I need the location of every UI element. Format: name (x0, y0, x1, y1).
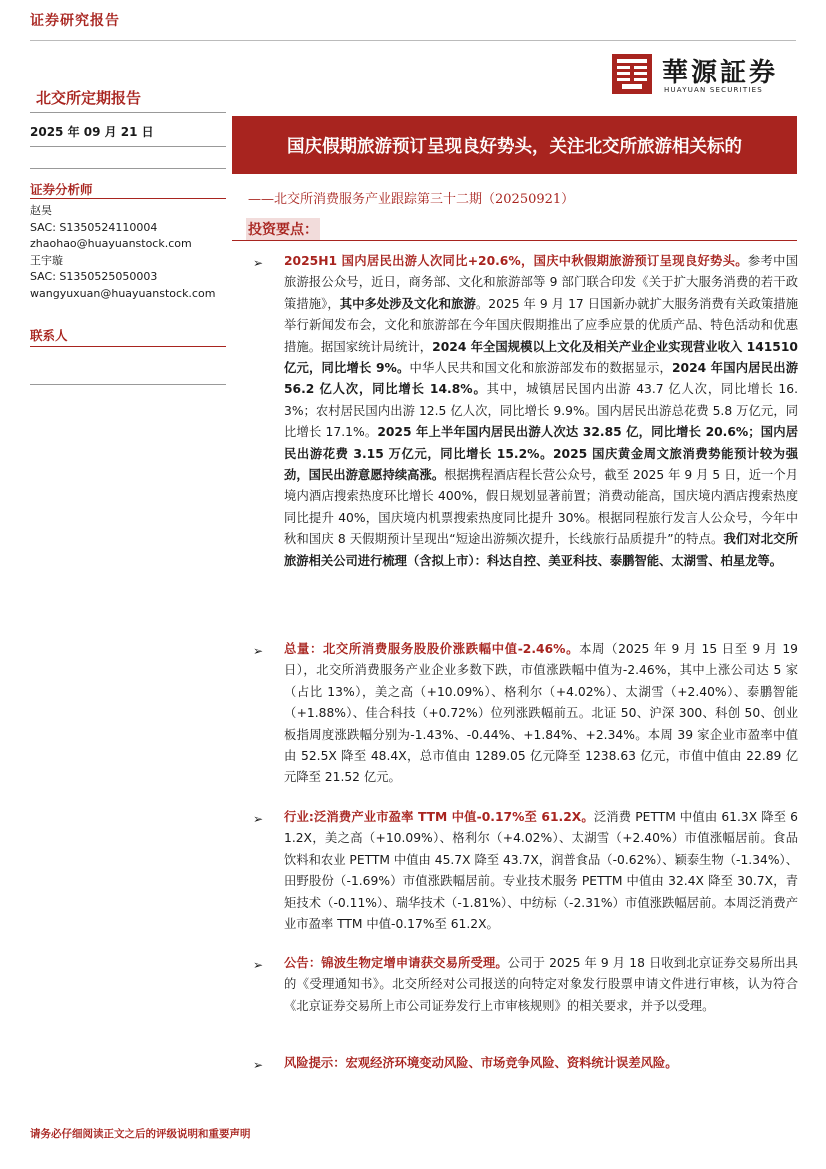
key-point-text: 参考中国旅游报公众号，近日，商务部、文化和旅游部等 9 部门联合印发《关于扩大服务消费的若干政策措施》， (284, 254, 798, 311)
key-point-emphasis: 其中多处涉及文化和旅游 (339, 296, 476, 311)
key-point-lead: 总量：北交所消费服务股股价涨跌幅中值-2.46%。 (284, 642, 580, 656)
key-points-label: 投资要点： (246, 218, 320, 240)
key-point-lead: 公告：锦波生物定增申请获交易所受理。 (284, 956, 508, 970)
report-title: 国庆假期旅游预订呈现良好势头，关注北交所旅游相关标的 (287, 137, 742, 157)
document-type: 证券研究报告 (30, 13, 120, 29)
report-subtitle: ——北交所消费服务产业跟踪第三十二期（20250921） (248, 192, 575, 207)
contact-heading: 联系人 (30, 328, 68, 343)
analyst-heading: 证券分析师 (30, 182, 93, 197)
key-point-emphasis: 2024 年全国规模以上文化及相关产业企业实现营业收入 141510 亿元，同比增长 9%。 (284, 339, 798, 376)
sidebar-divider (30, 112, 226, 113)
analyst-email[interactable]: wangyuxuan@huayuanstock.com (30, 286, 216, 300)
sidebar-divider (30, 168, 226, 169)
key-point-text: 。2025 年 9 月 17 日国新办就扩大服务消费有关政策措施举行新闻发布会，文化和旅游部在今年国庆假期推出了应季应景的优质产品、特色活动和优惠措施。据国家统计局统计， (284, 296, 798, 354)
key-point-lead: 风险提示：宏观经济环境变动风险、市场竞争风险、资料统计误差风险。 (284, 1056, 678, 1070)
key-point (284, 639, 798, 789)
key-point (284, 1053, 798, 1074)
analyst-sac: SAC: S1350525050003 (30, 270, 158, 283)
huayuan-logo (610, 52, 795, 100)
sidebar-divider (30, 198, 226, 199)
title-banner (232, 116, 797, 174)
logo-mark-icon (610, 52, 654, 96)
report-date: 2025 年 09 月 21 日 (30, 125, 154, 139)
key-point-emphasis: 2025 年上半年国内居民出游人次达 32.85 亿，同比增长 20.6%；国内居民出游花费 3.15 万亿元，同比增长 15.2%。2025 国庆黄金周文旅消费势能预计较为强劲，国民出游意愿持续高涨。 (284, 425, 798, 483)
bullet-icon: ➢ (253, 256, 264, 270)
key-point-text: 本周（2025 年 9 月 15 日至 9 月 19 日），北交所消费服务产业企业多数下跌，市值涨跌幅中值为-2.46%，其中上涨公司达 5 家（占比 13%），美之高（+10.09%）、格利尔（+4.02%）、太湖雪（+2.40%）、泰鹏智能（+1.88%）、佳合科技（+0.72%）位列涨跌幅前五。北证 50、沪深 300、科创 50、创业板指周度涨跌幅分别为-1.43%、-0.44%、+1.84%、+2.34%。本周 39 家企业市盈率中值由 52.5X 降至 48.4X，总市值由 1289.05 亿元降至 1238.63 亿元，市值中值由 22.89 亿元降至 21.52 亿元。 (284, 642, 799, 785)
key-point-text: 根据携程酒店程长营公众号，截至 2025 年 9 月 5 日，近一个月境内酒店搜索热度环比增长 400%，假日规划显著前置；消费动能高，国庆境内酒店搜索热度同比提升 40%，国庆境内机票搜索热度同比提升 30%。根据同程旅行发言人公众号，今年中秋和国庆 8 天假期预计呈现出“短途出游频次提升，长线旅行品质提升”的特点。 (284, 468, 798, 547)
analyst-email[interactable]: zhaohao@huayuanstock.com (30, 237, 192, 250)
key-point (284, 953, 798, 1017)
logo-english-name: HUAYUAN SECURITIES (664, 86, 763, 94)
key-points-divider (232, 240, 797, 241)
key-point-lead: 2025H1 国内居民出游人次同比+20.6%，国庆中秋假期旅游预订呈现良好势头。 (284, 254, 748, 268)
sidebar-divider (30, 384, 226, 385)
key-point-text: 其中，城镇居民国内出游 43.7 亿人次，同比增长 16.3%；农村居民国内出游 12.5 亿人次，同比增长 9.9%。国内居民出游总花费 5.8 万亿元，同比增长 17.1%。 (284, 382, 798, 440)
header-divider (30, 40, 796, 41)
report-type: 北交所定期报告 (36, 89, 142, 107)
analyst-list (30, 203, 215, 302)
bullet-icon: ➢ (253, 958, 264, 972)
key-point-text: 公司于 2025 年 9 月 18 日收到北京证券交易所出具的《受理通知书》。北交所经对公司报送的向特定对象发行股票申请文件进行审核，认为符合《北京证券交易所上市公司证券发行上市审核规则》的相关要求，并予以受理。 (284, 956, 798, 1013)
disclaimer-footer: 请务必仔细阅读正文之后的评级说明和重要声明 (30, 1128, 251, 1140)
key-point (284, 251, 798, 572)
key-point-lead: 行业:泛消费产业市盈率 TTM 中值-0.17%至 61.2X。 (284, 810, 594, 824)
bullet-icon: ➢ (253, 644, 264, 658)
analyst-sac: SAC: S1350524110004 (30, 220, 158, 234)
key-point-emphasis: 我们对北交所旅游相关公司进行梳理（含拟上市）：科达自控、美亚科技、泰鹏智能、太湖雪、柏星龙等。 (284, 532, 798, 568)
key-point-text: 泛消费 PETTM 中值由 61.3X 降至 61.2X，美之高（+10.09%）、格利尔（+4.02%）、太湖雪（+2.40%）市值涨幅居前。食品饮料和农业 PETTM 中值由 45.7X 降至 43.7X，润普食品（-0.62%）、颖泰生物（-1.34%）、田野股份（-1.69%）市值涨跌幅居前。专业技术服务 PETTM 中值由 32.4X 降至 30.7X，青矩技术（-0.11%）、瑞华技术（-1.81%）、中纺标（-2.31%）市值涨跌幅居前。本周泛消费产业市盈率 TTM 中值-0.17%至 61.2X。 (284, 810, 798, 932)
key-point-emphasis: 2024 年国内居民出游 56.2 亿人次，同比增长 14.8%。 (284, 361, 798, 397)
sidebar-divider (30, 146, 226, 147)
sidebar-divider (30, 346, 226, 347)
logo-name: 華源証券 (662, 58, 779, 88)
analyst-name: 王宇璇 (30, 253, 63, 267)
analyst-name: 赵昊 (30, 204, 52, 217)
key-point-text: 中华人民共和国文化和旅游部发布的数据显示， (409, 361, 672, 376)
key-point (284, 807, 798, 935)
bullet-icon: ➢ (253, 1058, 264, 1072)
bullet-icon: ➢ (253, 812, 264, 826)
